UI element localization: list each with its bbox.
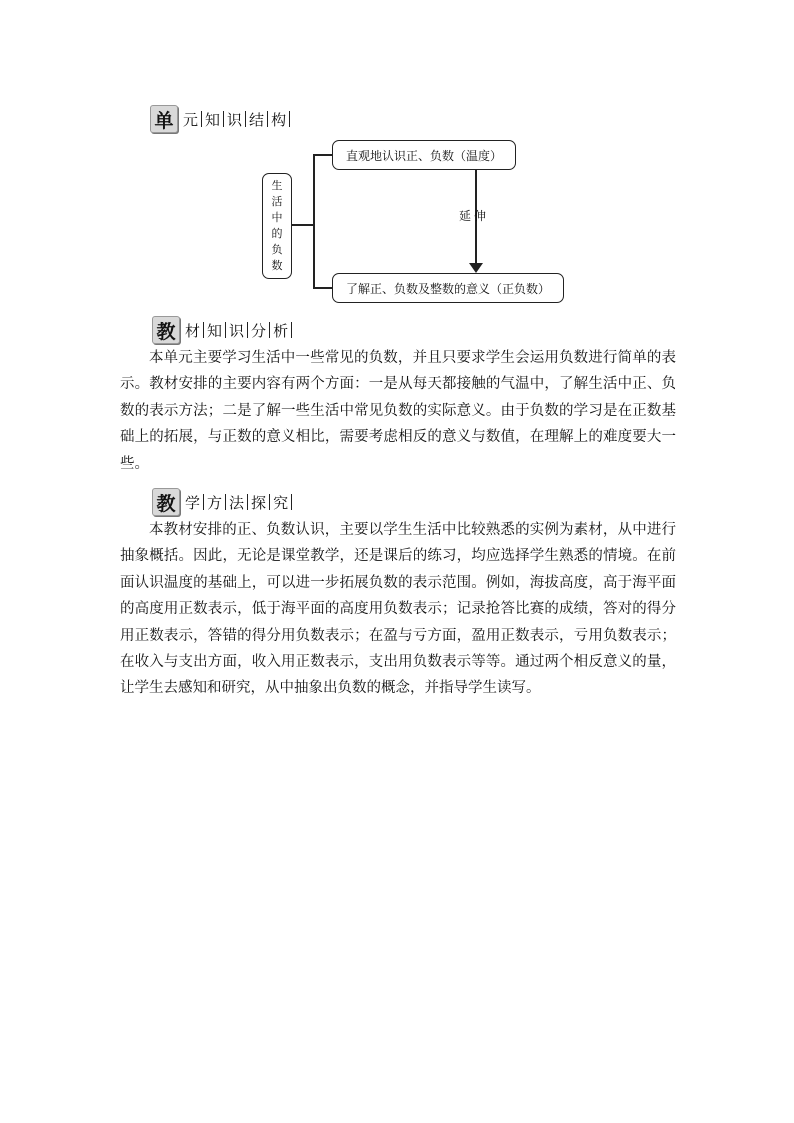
heading-title: 学 方 法 探 究 [183, 492, 293, 513]
diagram-connector [313, 154, 333, 156]
diagram-top-box: 直观地认识正、负数（温度） [332, 140, 516, 170]
textbook-analysis-paragraph: 本单元主要学习生活中一些常见的负数，并且只要求学生会运用负数进行简单的表示。教材安排的主要内容有两个方面：一是从每天都接触的气温中，了解生活中正、负数的表示方法；二是了解一些生活中常见负数的实际意义。由于负数的学习是在正数基础上的拓展，与正数的意义相比，需要考虑相反的意义与数值，在理解上的难度要大一些。 [120, 350, 676, 472]
heading-title: 材 知 识 分 析 [183, 320, 293, 341]
diagram-root-box: 生 活 中 的 负 数 [262, 173, 292, 279]
diagram-connector [313, 154, 315, 288]
diagram-connector [292, 224, 314, 226]
heading-title: 元 知 识 结 构 [181, 109, 291, 130]
heading-badge: 单 [150, 105, 178, 133]
diagram-bottom-box: 了解正、负数及整数的意义（正负数） [332, 273, 564, 303]
section-heading-unit-structure [150, 105, 291, 133]
section-heading-textbook-analysis [152, 316, 293, 344]
heading-badge: 教 [152, 488, 180, 516]
diagram-extend-label: 延伸 [459, 209, 490, 223]
section-heading-teaching-methods [152, 488, 293, 516]
heading-badge: 教 [152, 316, 180, 344]
arrow-down-icon [469, 263, 483, 273]
teaching-methods-paragraph: 本教材安排的正、负数认识，主要以学生生活中比较熟悉的实例为素材，从中进行抽象概括。因此，无论是课堂教学，还是课后的练习，均应选择学生熟悉的情境。在前面认识温度的基础上，可以进一步拓展负数的表示范围。例如，海拔高度，高于海平面的高度用正数表示，低于海平面的高度用负数表示；记录抢答比赛的成绩，答对的得分用正数表示，答错的得分用负数表示；在盈与亏方面，盈用正数表示，亏用负数表示；在收入与支出方面，收入用正数表示，支出用负数表示等等。通过两个相反意义的量，让学生去感知和研究，从中抽象出负数的概念，并指导学生读写。 [120, 522, 676, 697]
diagram-connector [313, 287, 333, 289]
